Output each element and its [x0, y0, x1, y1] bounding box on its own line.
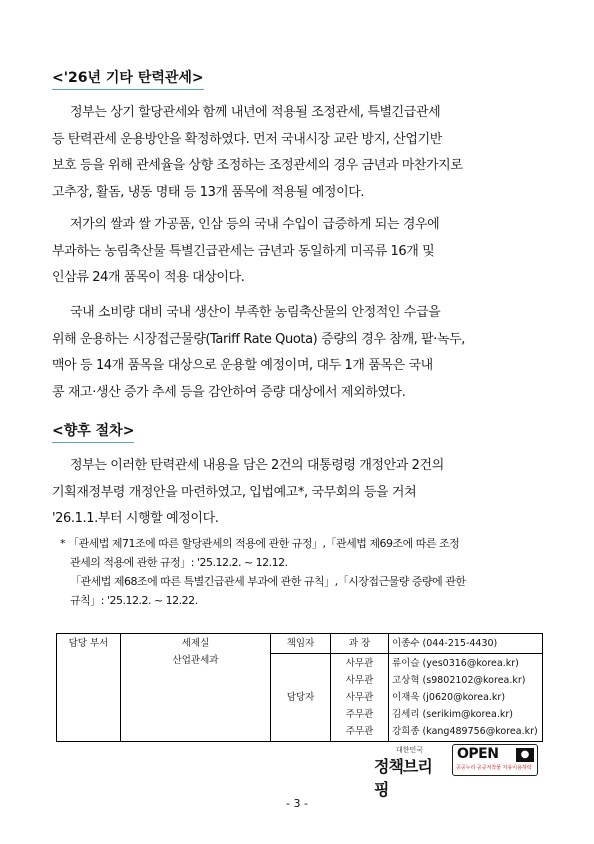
person-icon: ●: [516, 748, 534, 762]
paragraph-adjustment-tariff: [52, 100, 542, 206]
paragraph-tariff-rate-quota: [52, 300, 542, 406]
text-line: 부과하는 농림축산물 특별긴급관세는 금년과 동일하게 미곡류 16개 및: [52, 243, 435, 259]
text-line: 정부는 상기 할당관세와 함께 내년에 적용될 조정관세, 특별긴급관세: [70, 105, 441, 120]
staff-role: 사무관: [345, 692, 374, 703]
open-license-logo: OPEN ● 공공누리 공공저작물 자유이용허락: [452, 744, 538, 776]
text-line: 고추장, 활돔, 냉동 명태 등 13개 품목에 적용될 예정이다.: [52, 184, 365, 200]
text-line: '26.1.1.부터 시행할 예정이다.: [52, 511, 219, 526]
head-info-cell: 이종수 (044-215-4430): [389, 634, 543, 654]
section-title-future-procedure: <향후 절차>: [52, 420, 134, 440]
footnote-line: * 「관세법 제71조에 따른 할당관세의 적용에 관한 규정」,「관세법 제69조에 따른 조정: [60, 537, 460, 550]
footnotes: [60, 534, 548, 610]
section-title-elastic-tariffs: <'26년 기타 탄력관세>: [52, 67, 204, 87]
footnote-line: 규칙」: '25.12.2. ~ 12.22.: [70, 594, 198, 607]
text-line: 정부는 이러한 탄력관세 내용을 담은 2건의 대통령령 개정안과 2건의: [70, 458, 444, 473]
text-line: 보호 등을 위해 관세율을 상향 조정하는 조정관세의 경우 금년과 마찬가지로: [52, 158, 463, 173]
text-line: 국내 소비량 대비 국내 생산이 부족한 농림축산물의 안정적인 수급을: [70, 305, 441, 320]
staff-info: 김세리 (serikim@korea.kr): [392, 709, 513, 720]
staff-role: 주무관: [345, 709, 374, 720]
staff-info-cell: [389, 654, 543, 742]
staff-role: 사무관: [345, 658, 374, 669]
text-line: 등 탄력관세 운용방안을 확정하였다. 먼저 국내시장 교란 방지, 산업기반: [52, 131, 442, 147]
staff-info: 류이슬 (yes0316@korea.kr): [392, 658, 519, 669]
text-line: 인삼류 24개 품목이 적용 대상이다.: [52, 270, 245, 285]
footnote-line: 「관세법 제68조에 따른 특별긴급관세 부과에 관한 규칙」,「시장접근물량 증량에 관한: [70, 575, 466, 588]
dept-name-cell: 세제실 산업관세과: [121, 634, 271, 742]
text-line: 위해 운용하는 시장접근물량(Tariff Rate Quota) 증량의 경우 참깨, 팥·녹두,: [52, 331, 466, 347]
staff-role: 사무관: [345, 675, 374, 686]
text-line: 맥아 등 14개 품목을 대상으로 운용할 예정이며, 대두 1개 품목은 국내: [52, 358, 433, 373]
page-number: - 3 -: [286, 797, 308, 810]
text-line: 콩 재고·생산 증가 추세 등을 감안하여 증량 대상에서 제외하였다.: [52, 384, 406, 400]
charge-label-cell: 담당자: [271, 654, 331, 742]
policy-briefing-logo: 대한민국 정책브리핑: [374, 746, 432, 799]
dept-label-cell: 담당 부서: [57, 634, 121, 742]
responsible-label-cell: 책임자: [271, 634, 331, 654]
footnote-line: 관세의 적용에 관한 규정」: '25.12.2. ~ 12.12.: [70, 556, 288, 569]
staff-info: 강희종 (kang489756@korea.kr): [392, 726, 538, 737]
contact-table: [56, 633, 543, 742]
staff-roles-cell: [331, 654, 389, 742]
text-line: 저가의 쌀과 쌀 가공품, 인삼 등의 국내 수입이 급증하게 되는 경우에: [70, 217, 440, 232]
staff-role: 주무관: [345, 726, 374, 737]
staff-info: 고상혁 (s9802102@korea.kr): [392, 675, 526, 686]
text-line: 기획재정부령 개정안을 마련하였고, 입법예고*, 국무회의 등을 거쳐: [52, 484, 417, 500]
staff-info: 이재욱 (j0620@korea.kr): [392, 692, 506, 703]
head-role-cell: 과 장: [331, 634, 389, 654]
paragraph-future-procedure: [52, 453, 542, 533]
paragraph-special-emergency-tariff: [52, 212, 542, 292]
